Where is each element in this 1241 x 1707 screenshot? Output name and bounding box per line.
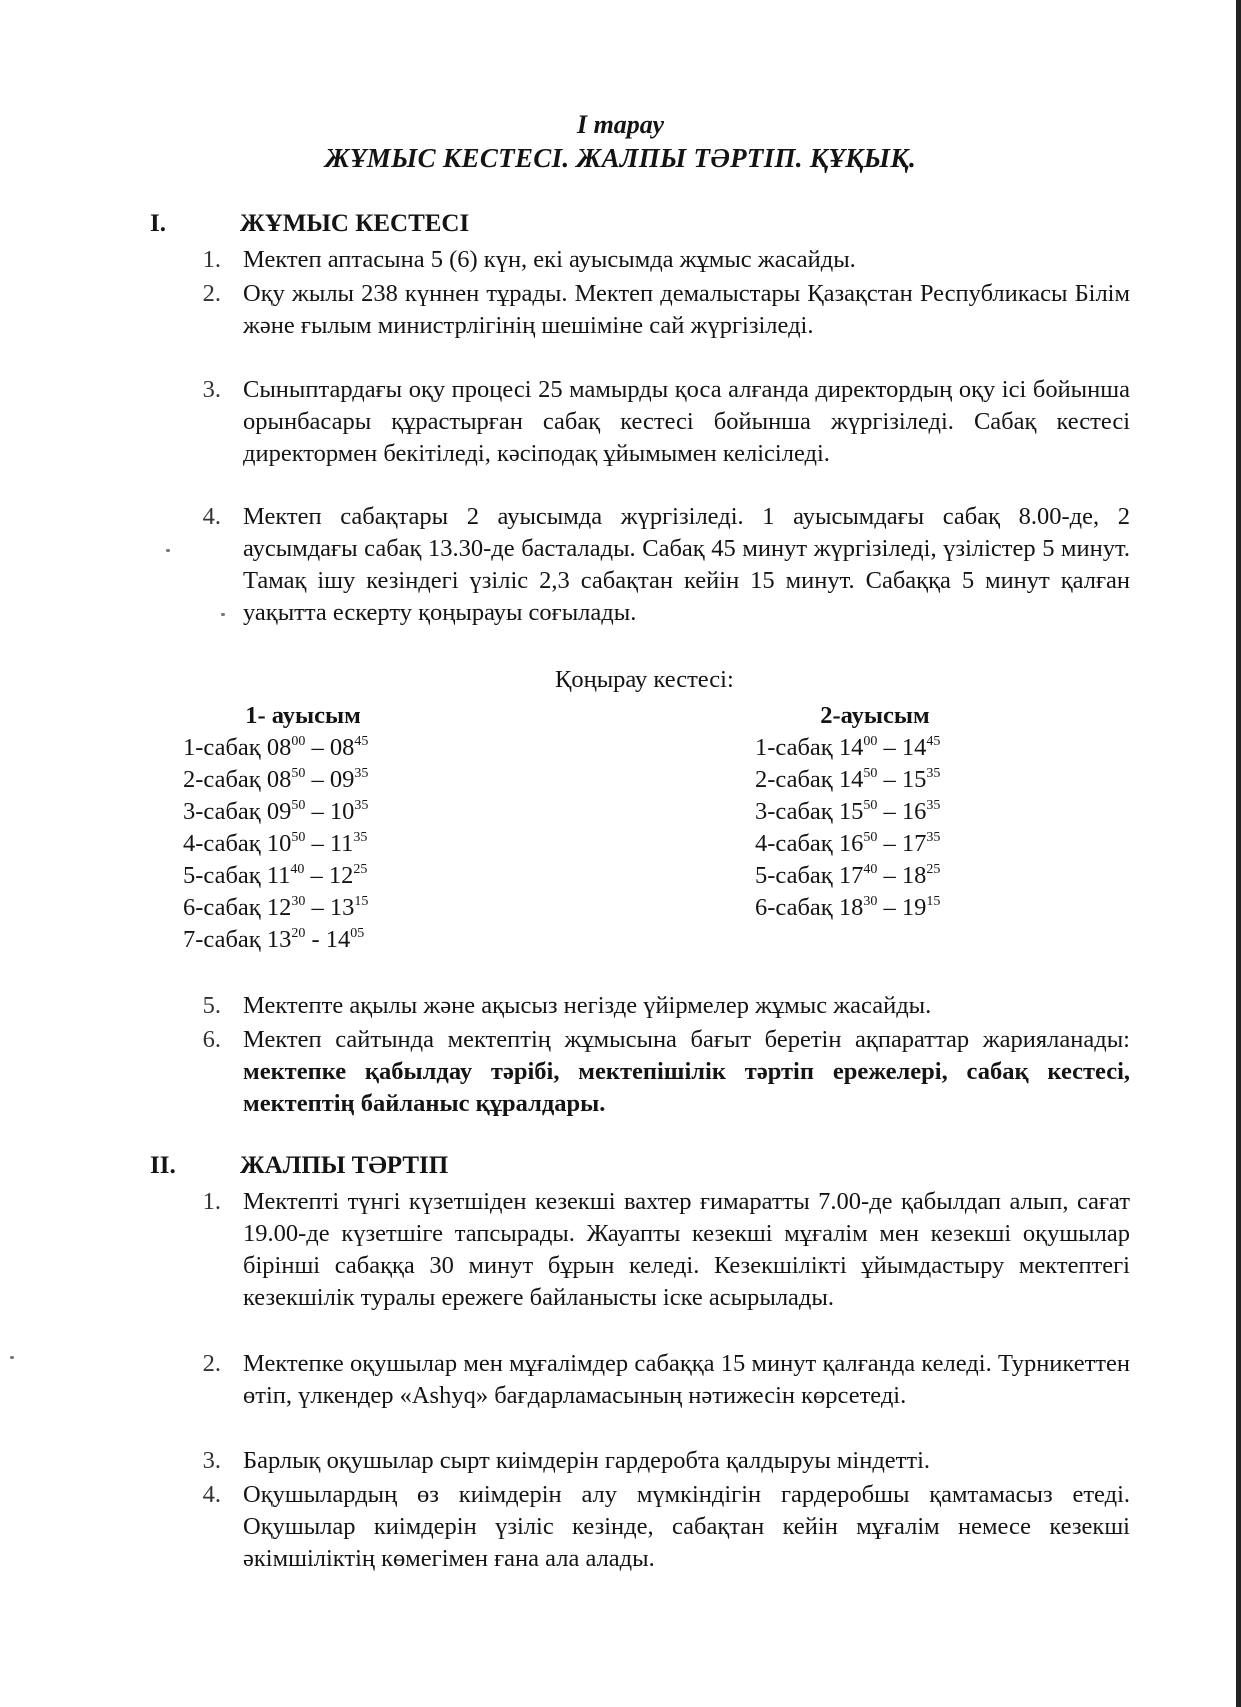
schedule-row [183, 924, 423, 956]
list-item [202, 374, 1130, 470]
start-minute: 20 [291, 926, 306, 941]
start-minute: 40 [290, 862, 305, 877]
time-separator: – [310, 862, 323, 889]
start-minute: 30 [863, 894, 878, 909]
item-text-bold: мектепке қабылдау тәрібі, мектепішілік тәртіп ережелері, сабақ кестесі, мектептің байланыс құралдары. [243, 1058, 1130, 1117]
start-hour: 08 [266, 734, 292, 761]
list-item [202, 990, 1130, 1022]
schedule-row [183, 732, 423, 764]
time-separator: - [311, 926, 320, 953]
start-minute: 50 [291, 798, 306, 813]
lesson-label: 3-сабақ [183, 798, 261, 825]
end-hour: 13 [329, 894, 355, 921]
schedule-row [183, 828, 423, 860]
end-minute: 35 [354, 798, 369, 813]
start-minute: 50 [863, 830, 878, 845]
start-minute: 50 [291, 766, 306, 781]
time-separator: – [883, 894, 896, 921]
list-item [202, 244, 1130, 276]
item-number: 3. [202, 376, 221, 403]
start-minute: 00 [863, 734, 878, 749]
start-hour: 12 [266, 894, 292, 921]
section-1-number: I. [150, 210, 166, 237]
list-item [202, 1024, 1130, 1120]
time-separator: – [311, 830, 324, 857]
item-number: 5. [202, 992, 221, 1019]
end-hour: 11 [329, 830, 354, 857]
item-text: Мектеп аптасына 5 (6) күн, екі ауысымда жұмыс жасайды. [243, 246, 856, 273]
scan-right-edge [1236, 0, 1241, 1707]
shift-1-title: 1- ауысым [245, 702, 361, 729]
end-hour: 14 [901, 734, 927, 761]
item-text: Барлық оқушылар сырт киімдерін гардеробта қалдыруы міндетті. [243, 1447, 931, 1474]
item-text: Оқушылардың өз киімдерін алу мүмкіндігін гардеробшы қамтамасыз етеді. Оқушылар киімдерін үзіліс кезінде, сабақтан кейін мұғалім немесе кезекші әкімшіліктің көмегімен ғана ала алады. [243, 1481, 1130, 1572]
time-separator: – [883, 734, 896, 761]
lesson-label: 2-сабақ [183, 766, 261, 793]
end-hour: 17 [901, 830, 927, 857]
end-hour: 18 [901, 862, 927, 889]
item-number: 2. [202, 280, 221, 307]
schedule-row [183, 764, 423, 796]
section-1-title: ЖҰМЫС КЕСТЕСІ [240, 210, 470, 237]
end-minute: 35 [926, 798, 941, 813]
time-separator: – [883, 830, 896, 857]
start-hour: 13 [266, 926, 292, 953]
scan-speck [166, 549, 170, 552]
start-hour: 14 [838, 734, 864, 761]
item-number: 2. [202, 1350, 221, 1377]
part-label: I тарау [576, 110, 665, 139]
shift-2-schedule [755, 700, 995, 924]
lesson-label: 6-сабақ [755, 894, 833, 921]
start-hour: 17 [838, 862, 864, 889]
time-separator: – [883, 862, 896, 889]
start-minute: 50 [863, 766, 878, 781]
end-hour: 15 [901, 766, 927, 793]
start-minute: 50 [291, 830, 306, 845]
start-hour: 11 [266, 862, 291, 889]
end-minute: 45 [926, 734, 941, 749]
item-text: Мектеп сабақтары 2 ауысымда жүргізіледі. 1 ауысымдағы сабақ 8.00-де, 2 аусымдағы сабақ 13.30-де басталады. Сабақ 45 минут жүргізіледі, үзілістер 5 минут. Тамақ ішу кезіндегі үзіліс 2,3 сабақтан кейін 15 минут. Сабаққа 5 минут қалған уақытта ескерту қоңырауы соғылады. [243, 503, 1130, 626]
schedule-row [755, 796, 995, 828]
bell-schedule-title: Қоңырау кестесі: [555, 666, 734, 693]
shift-1-schedule [183, 700, 423, 956]
shift-2-title: 2-ауысым [820, 702, 930, 729]
start-hour: 09 [266, 798, 292, 825]
item-text: Мектепте ақылы және ақысыз негізде үйірмелер жұмыс жасайды. [243, 992, 932, 1019]
end-minute: 15 [354, 894, 369, 909]
end-minute: 35 [926, 766, 941, 781]
lesson-label: 4-сабақ [755, 830, 833, 857]
schedule-row [183, 892, 423, 924]
time-separator: – [311, 798, 324, 825]
start-minute: 40 [863, 862, 878, 877]
start-hour: 16 [838, 830, 864, 857]
end-minute: 25 [926, 862, 941, 877]
lesson-label: 4-сабақ [183, 830, 261, 857]
list-item [202, 1445, 1130, 1477]
item-text: Мектепті түнгі күзетшіден кезекші вахтер ғимаратты 7.00-де қабылдап алып, сағат 19.00-де күзетшіге тапсырады. Жауапты кезекші мұғалім мен кезекші оқушылар бірінші сабаққа 30 минут бұрын келеді. Кезекшілікті ұйымдастыру мектептегі кезекшілік туралы ережеге байланысты іске асырылады. [243, 1188, 1130, 1311]
scan-speck [221, 613, 225, 616]
item-text: Сыныптардағы оқу процесі 25 мамырды қоса алғанда директордың оқу ісі бойынша орынбасары құрастырған сабақ кестесі бойынша жүргізіледі. Сабақ кестесі директормен бекітіледі, кәсіподақ ұйымымен келісіледі. [243, 376, 1130, 467]
start-hour: 10 [266, 830, 292, 857]
end-hour: 19 [901, 894, 927, 921]
item-number: 3. [202, 1447, 221, 1474]
list-item [202, 1186, 1130, 1314]
item-number: 1. [202, 246, 221, 273]
lesson-label: 5-сабақ [755, 862, 833, 889]
start-minute: 00 [291, 734, 306, 749]
lesson-label: 2-сабақ [755, 766, 833, 793]
start-minute: 50 [863, 798, 878, 813]
item-text: Оқу жылы 238 күннен тұрады. Мектеп демалыстары Қазақстан Республикасы Білім және ғылым министрлігінің шешіміне сай жүргізіледі. [243, 280, 1130, 339]
lesson-label: 1-сабақ [755, 734, 833, 761]
scan-speck [10, 1356, 14, 1359]
time-separator: – [311, 766, 324, 793]
item-number: 4. [202, 1481, 221, 1508]
lesson-label: 5-сабақ [183, 862, 261, 889]
list-item [202, 278, 1130, 342]
time-separator: – [311, 894, 324, 921]
end-hour: 10 [329, 798, 355, 825]
item-number: 1. [202, 1188, 221, 1215]
section-2-title: ЖАЛПЫ ТӘРТІП [240, 1152, 449, 1179]
schedule-row [755, 860, 995, 892]
end-hour: 16 [901, 798, 927, 825]
schedule-row [183, 860, 423, 892]
start-hour: 08 [266, 766, 292, 793]
end-minute: 15 [926, 894, 941, 909]
schedule-row [183, 796, 423, 828]
schedule-row [755, 892, 995, 924]
item-number: 4. [202, 503, 221, 530]
time-separator: – [883, 766, 896, 793]
end-hour: 14 [325, 926, 351, 953]
lesson-label: 1-сабақ [183, 734, 261, 761]
end-minute: 45 [354, 734, 369, 749]
schedule-row [755, 828, 995, 860]
time-separator: – [883, 798, 896, 825]
time-separator: – [311, 734, 324, 761]
lesson-label: 7-сабақ [183, 926, 261, 953]
item-text-plain: Мектеп сайтында мектептің жұмысына бағыт беретін ақпараттар жарияланады: [243, 1026, 1130, 1053]
start-hour: 14 [838, 766, 864, 793]
lesson-label: 3-сабақ [755, 798, 833, 825]
schedule-row [755, 764, 995, 796]
end-minute: 35 [926, 830, 941, 845]
end-hour: 12 [328, 862, 354, 889]
end-minute: 05 [350, 926, 365, 941]
end-hour: 09 [329, 766, 355, 793]
list-item [202, 1479, 1130, 1575]
item-text: Мектепке оқушылар мен мұғалімдер сабаққа 15 минут қалғанда келеді. Турникеттен өтіп, үлкендер «Ashyq» бағдарламасының нәтижесін көрсетеді. [243, 1350, 1130, 1409]
item-number: 6. [202, 1026, 221, 1053]
end-minute: 35 [353, 830, 368, 845]
start-hour: 18 [838, 894, 864, 921]
schedule-row [755, 732, 995, 764]
item-text [243, 1024, 1130, 1120]
part-title: ЖҰМЫС КЕСТЕСІ. ЖАЛПЫ ТӘРТІП. ҚҰҚЫҚ. [324, 143, 917, 173]
section-2-number: II. [150, 1152, 176, 1179]
list-item [202, 501, 1130, 629]
end-minute: 35 [354, 766, 369, 781]
start-hour: 15 [838, 798, 864, 825]
end-hour: 08 [329, 734, 355, 761]
end-minute: 25 [353, 862, 368, 877]
lesson-label: 6-сабақ [183, 894, 261, 921]
list-item [202, 1348, 1130, 1412]
start-minute: 30 [291, 894, 306, 909]
